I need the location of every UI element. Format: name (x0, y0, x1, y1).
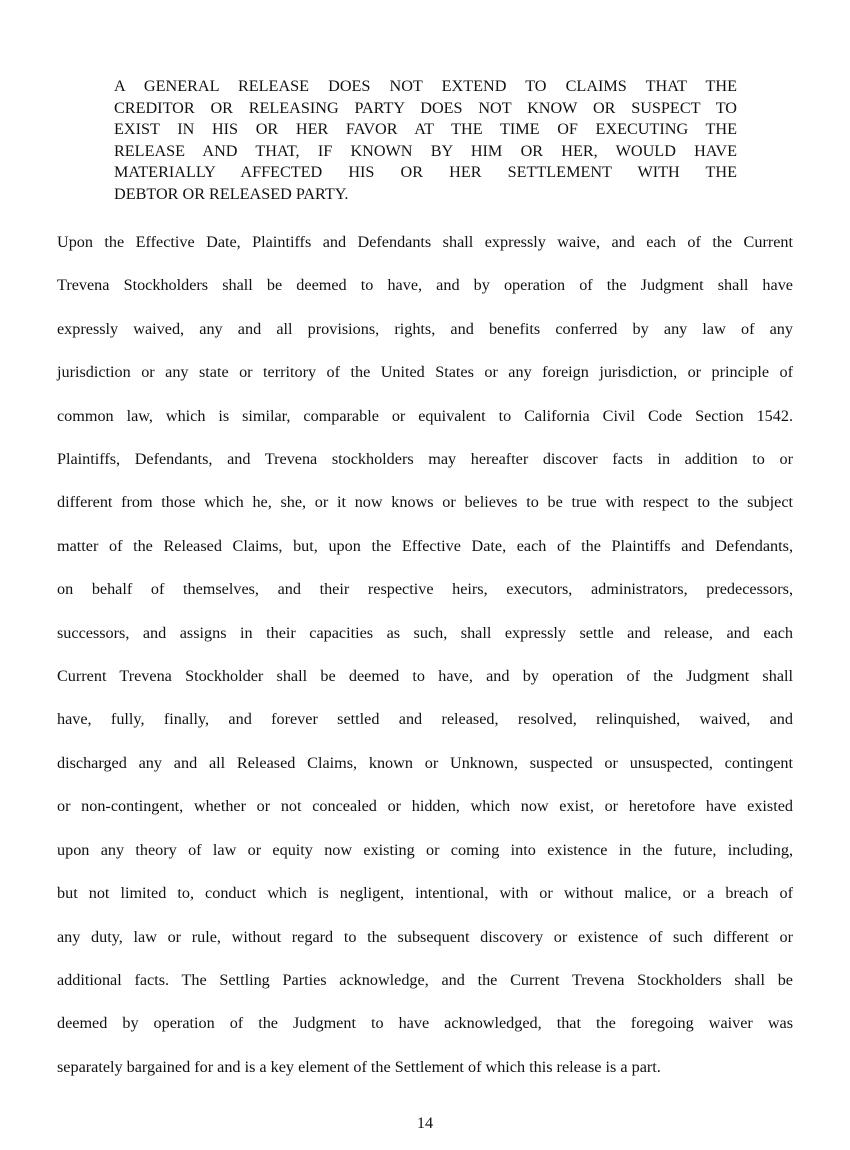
paragraph-line: Upon the Effective Date, Plaintiffs and Defendants shall expressly waive, and each of the Current (57, 233, 793, 251)
paragraph-line: different from those which he, she, or it now knows or believes to be true with respect to the subject (57, 493, 793, 512)
paragraph-line: any duty, law or rule, without regard to the subsequent discovery or existence of such different or (57, 927, 793, 946)
quote-line: CREDITOR OR RELEASING PARTY DOES NOT KNOW OR SUSPECT TO (114, 98, 737, 117)
quote-line: MATERIALLY AFFECTED HIS OR HER SETTLEMENT WITH THE (114, 163, 737, 181)
paragraph-line: additional facts. The Settling Parties acknowledge, and the Current Trevena Stockholders shall be (57, 970, 793, 989)
quote-line: EXIST IN HIS OR HER FAVOR AT THE TIME OF EXECUTING THE (114, 120, 737, 138)
paragraph-line: separately bargained for and is a key element of the Settlement of which this release is a part. (57, 1057, 661, 1076)
quote-line: DEBTOR OR RELEASED PARTY. (114, 184, 349, 203)
paragraph-line: upon any theory of law or equity now existing or coming into existence in the future, including, (57, 840, 793, 859)
paragraph-line: successors, and assigns in their capacities as such, shall expressly settle and release, and each (57, 623, 793, 642)
quote-line: A GENERAL RELEASE DOES NOT EXTEND TO CLAIMS THAT THE (114, 77, 737, 95)
quote-line: RELEASE AND THAT, IF KNOWN BY HIM OR HER, WOULD HAVE (114, 141, 737, 160)
body-paragraph (57, 221, 793, 1089)
paragraph-line: have, fully, finally, and forever settled and released, resolved, relinquished, waived, and (57, 710, 793, 729)
paragraph-line: or non-contingent, whether or not concealed or hidden, which now exist, or heretofore have existed (57, 797, 793, 816)
paragraph-line: common law, which is similar, comparable or equivalent to California Civil Code Section 1542. (57, 406, 793, 425)
block-quote (114, 76, 737, 205)
page-number: 14 (416, 1114, 434, 1132)
paragraph-line: on behalf of themselves, and their respective heirs, executors, administrators, predecessors, (57, 580, 793, 599)
paragraph-line: Plaintiffs, Defendants, and Trevena stockholders may hereafter discover facts in addition to or (57, 450, 793, 469)
paragraph-line: deemed by operation of the Judgment to have acknowledged, that the foregoing waiver was (57, 1014, 793, 1033)
paragraph-line: jurisdiction or any state or territory of the United States or any foreign jurisdiction, or principle of (57, 363, 793, 382)
paragraph-line: expressly waived, any and all provisions, rights, and benefits conferred by any law of any (57, 319, 793, 338)
paragraph-line: Trevena Stockholders shall be deemed to have, and by operation of the Judgment shall have (57, 276, 793, 295)
paragraph-line: Current Trevena Stockholder shall be deemed to have, and by operation of the Judgment shall (57, 667, 793, 686)
paragraph-line: discharged any and all Released Claims, known or Unknown, suspected or unsuspected, contingent (57, 753, 793, 772)
paragraph-line: matter of the Released Claims, but, upon the Effective Date, each of the Plaintiffs and Defendants, (57, 536, 793, 555)
paragraph-line: but not limited to, conduct which is negligent, intentional, with or without malice, or a breach of (57, 884, 793, 903)
